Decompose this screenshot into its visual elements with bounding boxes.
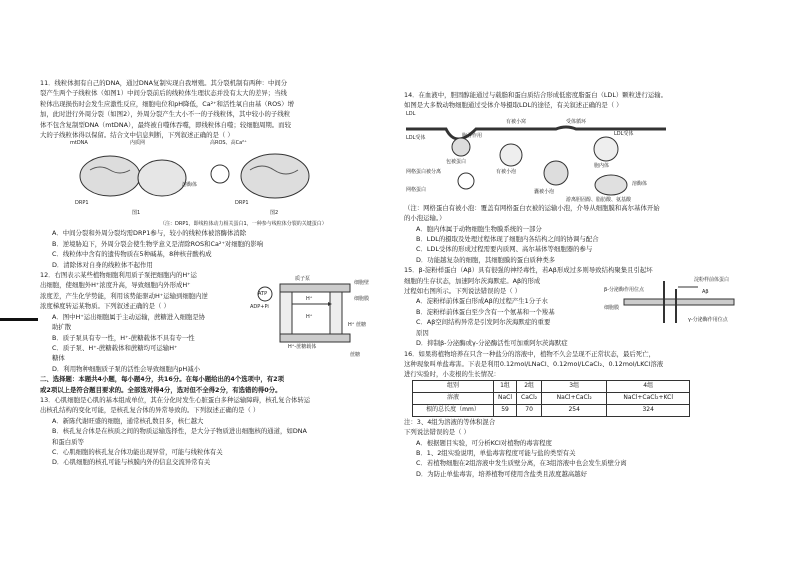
table-cell: 溶液 [413,392,494,404]
label-lysosome: 溶酶体 [182,182,198,189]
label-capsule-vesicle: 囊被小泡 [534,188,555,195]
table-cell: NaCl [494,392,517,404]
q12-option-b: B．质子泵具有专一性，H⁺-蔗糖载体不具有专一性 [52,333,195,342]
q11-stem-line: 加，此时进行外周分裂（如图2），外周分裂产生大小不一的子线粒体，其中较小的子线粒 [40,110,291,119]
question-15 [404,265,758,348]
label-er: 内质网 [130,140,146,147]
table-header-cell: 1组 [494,380,517,392]
right-column [404,90,758,479]
table-cell: 根的总长度（mm） [413,404,494,416]
label-proton-pump: 质子泵 [295,276,311,283]
salt-toxicity-table [412,380,690,417]
section-2-line: 二、选择题：本题共4小题，每小题4分，共16分。在每小题给出的4个选项中，有2项 [40,375,284,384]
label-figure-1: 图1 [132,210,141,217]
q13-option-b: B．核孔复合体是在核质之间的物质运输选择性，是大分子物质进出细胞核的通道，如DNA [52,427,307,436]
table-cell: NaCl+CaCl₂ [542,392,607,404]
q11-option-c: C．线粒体中含有的遗传物质在5种碱基，8种核苷酸构成 [52,250,212,259]
q11-stem-line: 体不包含复制型DNA（mtDNA），最终被自噬体吞噬，即线粒体自噬；较细胞周期。而较 [40,120,291,129]
label-endocytosis: 胞吞作用 [462,132,483,139]
label-clathrin: 网格蛋白 [406,186,427,193]
q14-stem-line: 如图是大多数动物细胞通过受体介导摄取LDL的途径，有关叙述正确的是（ ） [404,101,623,110]
margin-marker-bar [0,318,38,321]
label-beta-site: β-分泌酶作用位点 [604,287,644,294]
q12-stem-line: 出细胞，使细胞外H⁺浓度升高，导致细胞内外形成H⁺ [40,281,191,290]
table-header-cell: 3组 [542,380,607,392]
q13-option-d: D．心肌细胞的核孔可能与核膜内外的信息交流异常有关 [52,458,211,467]
table-header-cell: 组别 [413,380,494,392]
label-h-plus: H⁺ [306,296,313,303]
q12-option-c: C．质子泵、H⁺-蔗糖载体和蔗糖均可运输H⁺ [52,343,178,352]
amyloid-diagram [604,277,754,329]
q16-option-a: A．根据题目实验，可分析KCl对植物的毒害程度 [416,438,552,447]
question-16 [404,349,758,480]
q11-stem-line: 大的子线粒体得以保留。结合文中信息判断，下列叙述正确的是（ ） [40,131,234,140]
q16-stem-line: 16．如果将植物培养在只含一种盐分的溶液中，植物不久会呈现不正常状态，最后死亡， [404,349,655,358]
label-atp: ATP [258,291,268,298]
q15-stem-line: 15．β-淀粉样蛋白（Aβ）具有很强的神经毒性，若Aβ形成过多则导致结构聚集且引起坏 [404,266,653,275]
label-sucrose: 蔗糖 [350,352,361,359]
q14-option-c: C．LDL受体的形成过程需要内质网、高尔基体等细胞器的参与 [416,245,593,254]
q15-option-d: D．抑制β-分泌酶或γ-分泌酶活性可加重阿尔茨海默症 [416,339,568,348]
section-2-line: 或2项以上是符合题目要求的。全部选对得4分，选对但不全得2分，有选错的得0分。 [40,385,282,394]
label-drp1: DRP1 [75,200,89,207]
q14-caption-line: （注：网格蛋白有被小泡：覆盖有网格蛋白衣被的运输小泡，介导从细胞膜和高尔基体开始 [404,203,660,212]
q16-option-c: C．若植物细胞在2组溶液中发生质壁分离，在3组溶液中也会发生质壁分离 [416,459,627,468]
table-row [413,380,690,392]
label-h-sucrose: H⁺ 蔗糖 [348,322,366,329]
q12-stem-line: 浓度梯度转运某物质。下列叙述正确的是（ ） [40,302,170,311]
table-cell: 59 [494,404,517,416]
q14-caption-line: 的小泡运输。） [404,214,446,223]
q14-option-d: D．功能越复杂的细胞，其细胞膜的蛋白质种类多 [416,255,556,264]
label-figure-2: 图2 [270,210,279,217]
q14-option-a: A．胞内体属于动物细胞生物膜系统的一部分 [416,224,542,233]
q15-stem-line: 细胞的生存状态，加速阿尔茨海默症。Aβ的形成 [404,276,541,285]
label-drp1: DRP1 [235,200,249,207]
ldl-endocytosis-figure [406,111,666,203]
q16-option-d: D．为防止单盐毒害，培养植物可使用含盐类且浓度越高越好 [416,469,588,478]
q13-option-b-cont: 和蛋白质等 [52,437,84,446]
table-cell: 254 [542,404,607,416]
q12-option-a: A．图中H⁺运出细胞属于主动运输，蔗糖进入细胞是协 [52,312,206,321]
q12-option-d: D．利用物种细胞质子泵的活性会导致细胞内pH减小 [52,364,200,373]
table-header-cell: 4组 [607,380,690,392]
question-13 [40,395,388,468]
q16-option-b: B．1、2组实验说明，单盐毒害程度可能与盐的类型有关 [416,448,576,457]
table-cell: 70 [517,404,542,416]
q12-stem-line: 12．右图表示某些植物细胞利用质子泵把细胞内的H⁺运 [40,271,197,280]
q16-stem-line: 进行实验时，小麦根的生长情况： [404,370,500,379]
label-lysosome: 溶酶体 [632,180,648,187]
q15-option-c: C．Aβ空间结构异常是引发阿尔茨海默症的重要 [416,318,551,327]
label-coat-protein: 包被蛋白 [446,158,467,165]
q11-option-a: A．中间分裂和外周分裂均需DRP1参与，较小的线粒体被溶酶体消除 [52,229,247,238]
q14-stem-line: 14．在血液中，胆固醇能通过与载脂和蛋白质结合形成低密度脂蛋白（LDL）颗粒进行运输。 [404,91,668,99]
label-coated-vesicle: 有被小泡 [496,168,517,175]
q14-option-b: B．LDL的摄取及处理过程体现了细胞内各结构之间的协调与配合 [416,235,599,244]
q12-option-c-cont: 糖体 [52,354,65,363]
q16-stem-line: 这种现象叫单盐毒害。下表是利用0.12mol/LNaCl、0.12mol/LCaCl₂、0.12mol/LKCl溶液 [404,359,664,368]
label-free-cholesterol: 游离胆固醇、脂肪酸、氨基酸 [566,196,632,203]
q13-option-a: A．新陈代谢旺盛的细胞，通常核孔数目多，核仁越大 [52,416,204,425]
section-2-header [40,374,388,395]
label-endosome: 胞内体 [594,162,610,169]
left-column [40,78,388,468]
label-adp-pi: ADP+Pi [250,304,269,311]
label-cell-membrane: 细胞膜 [354,296,370,303]
q13-option-c: C．心肌细胞的核孔复合体功能出现异常，可能与线粒体有关 [52,447,223,456]
q15-option-b: B．淀粉样前体蛋白至少含有一个氨基和一个羧基 [416,307,555,316]
amyloid-figure [604,277,754,329]
q11-stem-line: 11．线粒体拥有自己的DNA，通过DNA复制实现自我增殖。其分裂机制有两种：中间分 [40,79,288,87]
q16-note-line: 注：3、4组为溶液的等体积混合 [404,417,496,426]
q15-option-c-cont: 原因 [416,328,429,337]
table-header-cell: 2组 [517,380,542,392]
table-cell: NaCl+CaCl₂+KCl [607,392,690,404]
table-row [413,392,690,404]
question-14 [404,90,758,265]
q11-option-d: D．清除体对自身的线粒体不起作用 [52,260,153,269]
label-h-sucrose-carrier: H⁺-蔗糖载体 [288,344,317,351]
q11-figure-caption: （注：DRP1，即线粒体动力相关蛋白1，一种参与线粒体分裂的关键蛋白） [160,221,327,228]
proton-pump-diagram [250,274,385,364]
q15-stem-line: 过程如右图所示。下列说法错误的是（ ） [404,287,522,296]
label-coated-pit: 有被小窝 [506,118,527,125]
label-cell-membrane: 细胞膜 [604,305,620,312]
table-cell: 324 [607,404,690,416]
label-h-plus: H⁺ [306,314,313,321]
table-row [413,404,690,416]
table-cell: CaCl₂ [517,392,542,404]
q11-stem-line: 粒体出现损伤时会发生应激性反应，细胞电位和pH降低，Ca²⁺和活性氧自由基（ROS）增 [40,99,294,108]
label-ldl: LDL [406,110,416,117]
label-clathrin-separated: 网格蛋白被分离 [406,168,442,175]
q11-stem-line: 裂产生两个子线粒体（如图1）中间分裂前后的线粒体生理状态并没有太大的差异；当线 [40,89,287,98]
label-cell-wall: 细胞壁 [354,280,370,287]
label-gamma-site: γ-分泌酶作用位点 [688,317,728,324]
label-mtdna: mtDNA [70,140,88,147]
mitochondria-diagram [70,140,320,220]
label-ldl-receptor: LDL受体 [406,134,426,141]
label-receptor-cycle: 受体循环 [566,118,587,125]
q16-note-line: 下列说法错误的是（ ） [404,428,470,437]
q12-option-a-cont: 助扩散 [52,323,72,332]
q12-stem-line: 浓度差，产生化学势能，利用该势能驱动H⁺运输到细胞内逆 [40,291,208,300]
proton-pump-figure [250,274,385,364]
question-11 [40,78,388,270]
q13-stem-line: 13．心肌细胞是心肌的基本组成单位，其在分化时发生心脏蛋白多种运输障碍，核孔复合体转运 [40,395,311,404]
question-12 [40,270,388,374]
q11-option-b: B．逆境胁迫下，外周分裂会使生物学意义是清除ROS和Ca²⁺对细胞的影响 [52,239,264,248]
q13-stem-line: 出核孔结构的变化可能，是核孔复合体的异常导致的。下列叙述正确的是（ ） [40,406,260,415]
label-ros-ca: 高ROS、高Ca²⁺ [210,140,247,147]
q15-option-a: A．淀粉样前体蛋白形成Aβ的过程产生1分子水 [416,297,548,306]
label-abeta: Aβ [702,289,709,296]
mitochondria-division-figure [70,140,320,220]
label-ldl-receptor-recycle: LDL受体 [614,130,634,137]
label-app: 淀粉样前体蛋白 [694,277,730,284]
